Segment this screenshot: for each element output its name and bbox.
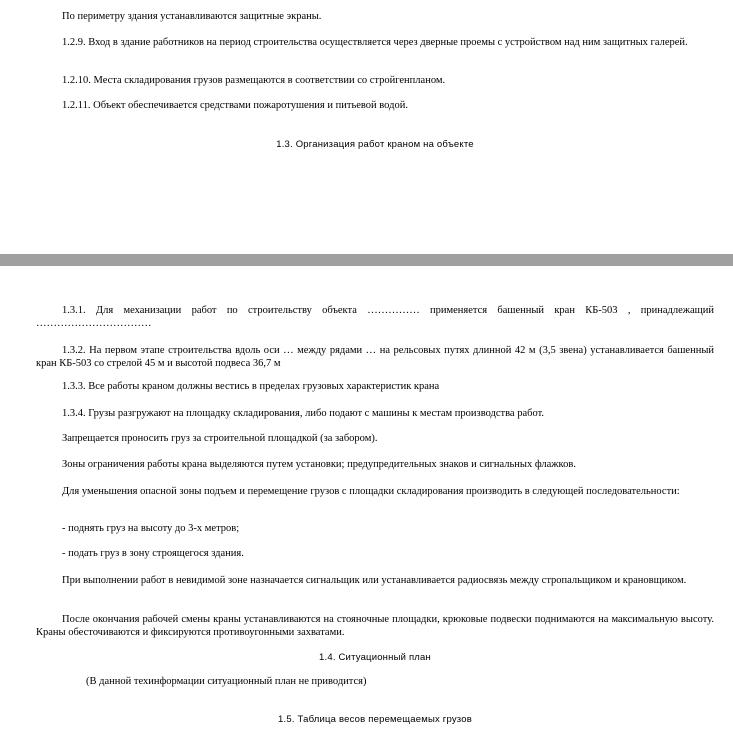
paragraph-invisible-zone: При выполнении работ в невидимой зоне назначается сигнальщик или устанавливается радиосвязь между стропальщиком и крановщиком. (62, 575, 687, 586)
paragraph-protective-screens: По периметру здания устанавливаются защитные экраны. (62, 11, 322, 22)
document-page-1 (0, 0, 733, 254)
paragraph-reduce-danger-zone: Для уменьшения опасной зоны подъем и перемещение грузов с площадки складирования производить в следующей последовательности: (62, 486, 680, 497)
heading-1-3: 1.3. Организация работ краном на объекте (276, 139, 474, 150)
heading-1-4: 1.4. Ситуационный план (319, 652, 431, 663)
document-page-2 (0, 266, 733, 750)
paragraph-1-2-11: 1.2.11. Объект обеспечивается средствами пожаротушения и питьевой водой. (62, 100, 408, 111)
paragraph-restriction-zones: Зоны ограничения работы крана выделяются путем установки; предупредительных знаков и сигнальных флажков. (62, 459, 576, 470)
paragraph-1-2-9: 1.2.9. Вход в здание работников на период строительства осуществляется через дверные проемы с устройством над ним защитных галерей. (62, 37, 688, 48)
paragraph-1-3-3: 1.3.3. Все работы краном должны вестись в пределах грузовых характеристик крана (62, 381, 440, 392)
list-item-lift-load: - поднять груз на высоту до 3-х метров; (62, 523, 240, 534)
paragraph-forbid-carrying: Запрещается проносить груз за строительной площадкой (за забором). (62, 433, 378, 444)
note-situational-plan: (В данной техинформации ситуационный план не приводится) (86, 676, 367, 687)
list-item-move-load: - подать груз в зону строящегося здания. (62, 548, 244, 559)
page-break-divider (0, 254, 733, 266)
paragraph-end-of-shift: После окончания рабочей смены краны устанавливаются на стояночные площадки, крюковые подвески поднимаются на максимальную высоту. Краны обесточиваются и фиксируются противоугонными захватами. (36, 614, 714, 638)
heading-1-5: 1.5. Таблица весов перемещаемых грузов (278, 714, 472, 725)
paragraph-1-2-10: 1.2.10. Места складирования грузов размещаются в соответствии со стройгенпланом. (62, 75, 446, 86)
paragraph-1-3-1: 1.3.1. Для механизации работ по строительству объекта …………… применяется башенный кран КБ-503 , принадлежащий …………………………… (36, 305, 714, 329)
paragraph-1-3-4: 1.3.4. Грузы разгружают на площадку складирования, либо подают с машины к местам производства работ. (62, 408, 545, 419)
paragraph-1-3-2: 1.3.2. На первом этапе строительства вдоль оси … между рядами … на рельсовых путях длинной 42 м (3,5 звена) устанавливается башенный кран КБ-503 со стрелой 45 м и высотой подвеса 36,7 м (36, 345, 714, 369)
